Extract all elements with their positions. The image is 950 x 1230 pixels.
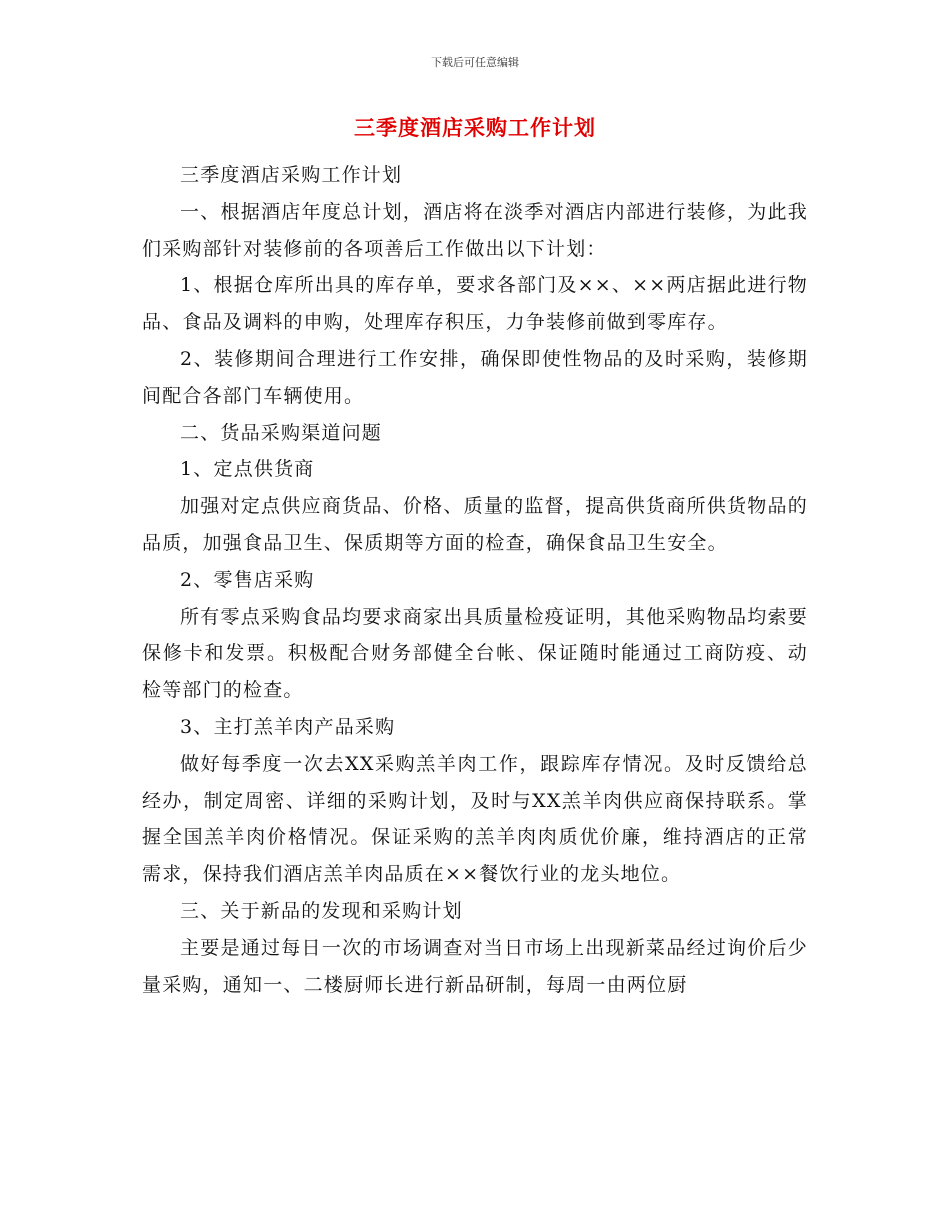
header-note: 下载后可任意编辑 [431, 56, 519, 69]
document-title: 三季度酒店采购工作计划 [354, 116, 596, 140]
paragraph: 2、装修期间合理进行工作安排，确保即使性物品的及时采购，装修期间配合各部门车辆使用。 [142, 347, 808, 407]
subsection-heading: 2、零售店采购 [180, 568, 315, 591]
paragraph: 1、根据仓库所出具的库存单，要求各部门及××、××两店据此进行物品、食品及调料的申购，处理库存积压，力争装修前做到零库存。 [142, 274, 808, 334]
subsection-heading: 1、定点供货商 [180, 458, 315, 481]
paragraph: 主要是通过每日一次的市场调查对当日市场上出现新菜品经过询价后少量采购，通知一、二楼厨师长进行新品研制，每周一由两位厨 [142, 936, 808, 996]
section-heading: 二、货品采购渠道问题 [180, 421, 383, 444]
document-body [142, 157, 808, 1003]
paragraph: 三季度酒店采购工作计划 [180, 164, 403, 186]
paragraph: 做好每季度一次去XX采购羔羊肉工作，跟踪库存情况。及时反馈给总经办，制定周密、详细的采购计划，及时与XX羔羊肉供应商保持联系。掌握全国羔羊肉价格情况。保证采购的羔羊肉肉质优价廉，维持酒店的正常需求，保持我们酒店羔羊肉品质在××餐饮行业的龙头地位。 [142, 752, 808, 886]
paragraph: 加强对定点供应商货品、价格、质量的监督，提高供货商所供货物品的品质，加强食品卫生、保质期等方面的检查，确保食品卫生安全。 [142, 495, 808, 554]
paragraph: 一、根据酒店年度总计划，酒店将在淡季对酒店内部进行装修，为此我们采购部针对装修前的各项善后工作做出以下计划： [142, 200, 808, 260]
subsection-heading: 3、主打羔羊肉产品采购 [180, 715, 396, 738]
paragraph: 所有零点采购食品均要求商家出具质量检疫证明，其他采购物品均索要保修卡和发票。积极配合财务部健全台帐、保证随时能通过工商防疫、动检等部门的检查。 [142, 605, 808, 702]
section-heading: 三、关于新品的发现和采购计划 [180, 899, 463, 922]
